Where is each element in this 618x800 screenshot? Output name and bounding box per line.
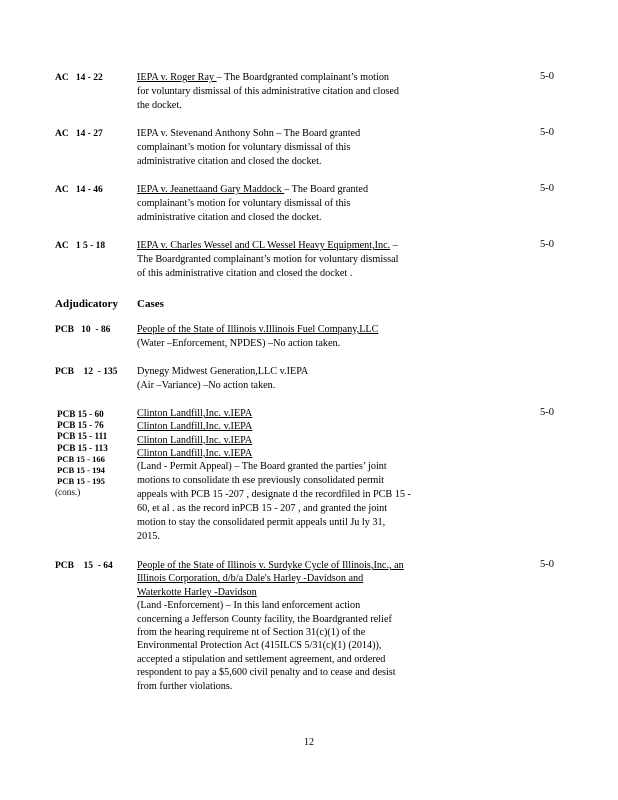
entry-text: [137, 407, 447, 544]
entry-line: IEPA v. Charles Wessel and CL Wessel Heavy Equipment,Inc. –: [137, 240, 398, 251]
docket-number: PCB 15 - 195: [57, 476, 105, 487]
consolidated-note: (cons.): [55, 487, 81, 498]
docket-number: PCB 15 - 194: [57, 465, 105, 476]
entry-text: [137, 323, 437, 351]
entry-line: 60, et al . as the record inPCB 15 - 207 , and granted the joint: [137, 503, 388, 515]
entry-line: motion to stay the consolidated permit appeals until Ju ly 31,: [137, 517, 386, 529]
docket-number: AC 14 - 46: [55, 185, 103, 195]
entry-line: accepted a stipulation and settlement agreement, and ordered: [137, 653, 386, 665]
case-caption: IEPA v. Charles Wessel and CL Wessel Heavy Equipment,Inc.: [137, 240, 391, 251]
entry-line: Environmental Protection Act (415ILCS 5/31(c)(1) (2014)),: [137, 640, 382, 652]
entry-line: (Land -Enforcement) – In this land enforcement action: [137, 600, 361, 612]
case-caption: Dynegy Midwest Generation,LLC v.IEPA: [137, 366, 309, 377]
section-header-left: Adjudicatory: [55, 298, 118, 310]
case-caption: People of the State of Illinois v. Surdyke Cycle of Illinois,Inc., an: [137, 560, 404, 571]
entry-line: respondent to pay a $5,600 civil penalty and to cease and desist: [137, 667, 396, 679]
vote-count: 5-0: [540, 71, 554, 82]
page-number: 12: [304, 737, 314, 748]
entry-line: for voluntary dismissal of this administrative citation and closed: [137, 86, 399, 97]
entry-line: (Air –Variance) –No action taken.: [137, 380, 276, 391]
case-caption: IEPA v. Roger Ray: [137, 72, 217, 83]
case-caption: Clinton Landfill,Inc. v.IEPA: [137, 447, 253, 459]
section-header-right: Cases: [137, 298, 164, 310]
entry-line: IEPA v. Stevenand Anthony Sohn – The Board granted: [137, 128, 361, 139]
entry-line: from further violations.: [137, 680, 233, 692]
entry-line: complainant’s motion for voluntary dismissal of this: [137, 142, 351, 153]
entry-text: [137, 71, 447, 113]
vote-count: 5-0: [540, 183, 554, 194]
docket-number: PCB 15 - 113: [57, 442, 108, 453]
docket-number: PCB 15 - 166: [57, 453, 105, 464]
docket-number: AC 1 5 - 18: [55, 241, 106, 251]
vote-count: 5-0: [540, 559, 554, 570]
entry-line: the docket.: [137, 100, 182, 111]
docket-number-list: [57, 409, 108, 499]
entry-line: administrative citation and closed the docket.: [137, 156, 322, 167]
docket-number: PCB 10 - 86: [55, 325, 111, 335]
vote-count: 5-0: [540, 239, 554, 250]
entry-text: [137, 183, 447, 225]
entry-text: [137, 559, 457, 693]
entry-line: appeals with PCB 15 -207 , designate d the recordfiled in PCB 15 -: [137, 489, 411, 501]
entry-line: The Boardgranted complainant’s motion for voluntary dismissal: [137, 254, 399, 265]
vote-count: 5-0: [540, 127, 554, 138]
entry-text: [137, 365, 447, 393]
entry-line: complainant’s motion for voluntary dismissal of this: [137, 198, 351, 209]
docket-number: PCB 15 - 111: [57, 431, 108, 442]
case-caption: Waterkotte Harley -Davidson: [137, 586, 257, 598]
entry-line: motions to consolidate th ese previously consolidated permit: [137, 475, 385, 487]
entry-line: (Land - Permit Appeal) – The Board granted the parties’ joint: [137, 461, 387, 473]
entry-text: [137, 239, 447, 281]
vote-count: 5-0: [540, 407, 554, 418]
docket-number: PCB 15 - 76: [57, 420, 104, 431]
case-caption: Clinton Landfill,Inc. v.IEPA: [137, 434, 253, 446]
case-caption: People of the State of Illinois v.Illinois Fuel Company,LLC: [137, 324, 379, 335]
case-caption: Clinton Landfill,Inc. v.IEPA: [137, 421, 253, 433]
entry-line: IEPA v. Roger Ray – The Boardgranted complainant’s motion: [137, 72, 390, 83]
entry-line: (Water –Enforcement, NPDES) –No action taken.: [137, 338, 341, 349]
case-caption: Illinois Corporation, d/b/a Dale's Harley -Davidson and: [137, 573, 364, 585]
docket-number: AC 14 - 27: [55, 129, 103, 139]
case-caption: IEPA v. Jeanettaand Gary Maddock: [137, 184, 285, 195]
docket-number: AC 14 - 22: [55, 73, 103, 83]
entry-line: IEPA v. Jeanettaand Gary Maddock – The Board granted: [137, 184, 369, 195]
entry-line: concerning a Jefferson County facility, the Boardgranted relief: [137, 613, 392, 625]
case-caption: Clinton Landfill,Inc. v.IEPA: [137, 408, 253, 419]
docket-number: PCB 12 - 135: [55, 367, 118, 377]
entry-text: [137, 127, 447, 169]
docket-number: PCB 15 - 60: [57, 409, 104, 419]
entry-line: of this administrative citation and closed the docket .: [137, 268, 353, 279]
entry-line: administrative citation and closed the docket.: [137, 212, 322, 223]
docket-number: PCB 15 - 64: [55, 561, 113, 571]
entry-line: from the hearing requireme nt of Section 31(c)(1) of the: [137, 627, 366, 639]
entry-line: 2015.: [137, 531, 160, 543]
